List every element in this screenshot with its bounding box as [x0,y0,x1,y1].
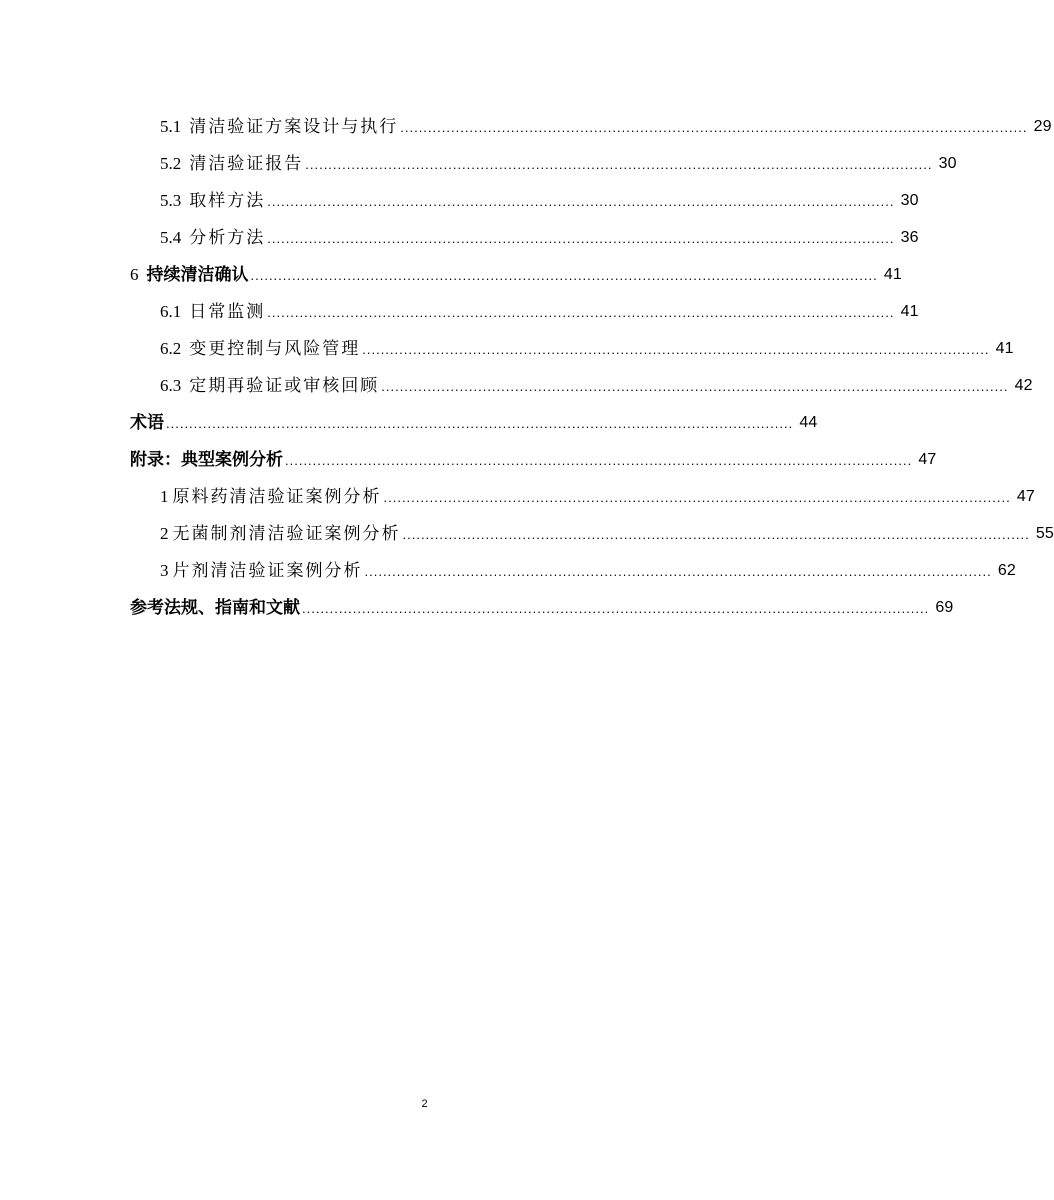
toc-entry-title: 变更控制与风险管理 [189,339,361,359]
toc-page-number: 41 [900,303,919,320]
toc-leader-dots: ........................................................................................................................................ [285,453,913,468]
toc-entry-5-1[interactable] [160,107,1052,137]
toc-entry-title: 附录：典型案例分析 [130,450,283,470]
toc-page-number: 41 [883,266,902,283]
page-footer-number: 2 [421,1098,428,1110]
toc-leader-dots: ........................................................................................................................................ [302,601,930,616]
toc-entry-number: 2 [160,524,169,543]
toc-entry-appendix-3[interactable] [160,551,1016,581]
toc-entry-appendix-1[interactable] [160,477,1035,507]
toc-entry-title: 日常监测 [189,302,266,322]
toc-entry-6-3[interactable] [160,366,1033,396]
toc-entry-title: 参考法规、指南和文献 [130,598,300,618]
toc-entry-title: 术语 [130,413,164,433]
toc-entry-appendix-2[interactable] [160,514,1054,544]
toc-page-number: 62 [997,562,1016,579]
toc-page-number: 69 [935,599,954,616]
toc-entry-number: 6.3 [160,376,182,395]
toc-entry-appendix[interactable] [130,440,937,470]
toc-page-number: 30 [938,155,957,172]
toc-entry-number: 5.3 [160,191,182,210]
toc-entry-number: 3 [160,561,169,580]
toc-page-number: 47 [918,451,937,468]
toc-page-number: 41 [995,340,1014,357]
toc-entry-number: 6.1 [160,302,182,321]
toc-entry-title: 原料药清洁验证案例分析 [172,487,382,507]
toc-entry-number: 6.2 [160,339,182,358]
toc-leader-dots: ........................................................................................................................................ [267,194,895,209]
toc-leader-dots: ........................................................................................................................................ [383,490,1011,505]
toc-entry-5-3[interactable] [160,181,919,211]
toc-page-number: 29 [1033,118,1052,135]
toc-entry-number: 5.1 [160,117,182,136]
toc-page-number: 47 [1016,488,1035,505]
toc-page-number: 42 [1014,377,1033,394]
toc-leader-dots: ........................................................................................................................................ [400,120,1028,135]
toc-entry-5-2[interactable] [160,144,957,174]
toc-entry-6[interactable] [130,255,902,285]
toc-leader-dots: ........................................................................................................................................ [267,231,895,246]
toc-leader-dots: ........................................................................................................................................ [305,157,933,172]
toc-entry-title: 清洁验证报告 [189,154,304,174]
toc-entry-number: 6 [130,265,139,284]
toc-entry-6-2[interactable] [160,329,1014,359]
toc-entry-number: 5.2 [160,154,182,173]
toc-leader-dots: ........................................................................................................................................ [250,268,878,283]
toc-leader-dots: ........................................................................................................................................ [267,305,895,320]
toc-entry-number: 5.4 [160,228,182,247]
toc-entry-title: 定期再验证或审核回顾 [189,376,380,396]
toc-leader-dots: ........................................................................................................................................ [402,527,1030,542]
toc-page-number: 36 [900,229,919,246]
toc-page-number: 44 [799,414,818,431]
toc-entry-title: 持续清洁确认 [146,265,249,285]
toc-entry-title: 分析方法 [189,228,266,248]
toc-entry-6-1[interactable] [160,292,919,322]
toc-entry-5-4[interactable] [160,218,919,248]
toc-leader-dots: ........................................................................................................................................ [381,379,1009,394]
toc-entry-title: 清洁验证方案设计与执行 [189,117,399,137]
toc-entry-title: 无菌制剂清洁验证案例分析 [172,524,401,544]
toc-entry-number: 1 [160,487,169,506]
toc-leader-dots: ........................................................................................................................................ [364,564,992,579]
toc-leader-dots: ........................................................................................................................................ [166,416,794,431]
toc-page-number: 55 [1035,525,1054,542]
toc-entry-title: 取样方法 [189,191,266,211]
toc-leader-dots: ........................................................................................................................................ [362,342,990,357]
toc-entry-title: 片剂清洁验证案例分析 [172,561,363,581]
toc-entry-glossary[interactable] [130,403,818,433]
toc-page-number: 30 [900,192,919,209]
toc-entry-references[interactable] [130,588,954,618]
